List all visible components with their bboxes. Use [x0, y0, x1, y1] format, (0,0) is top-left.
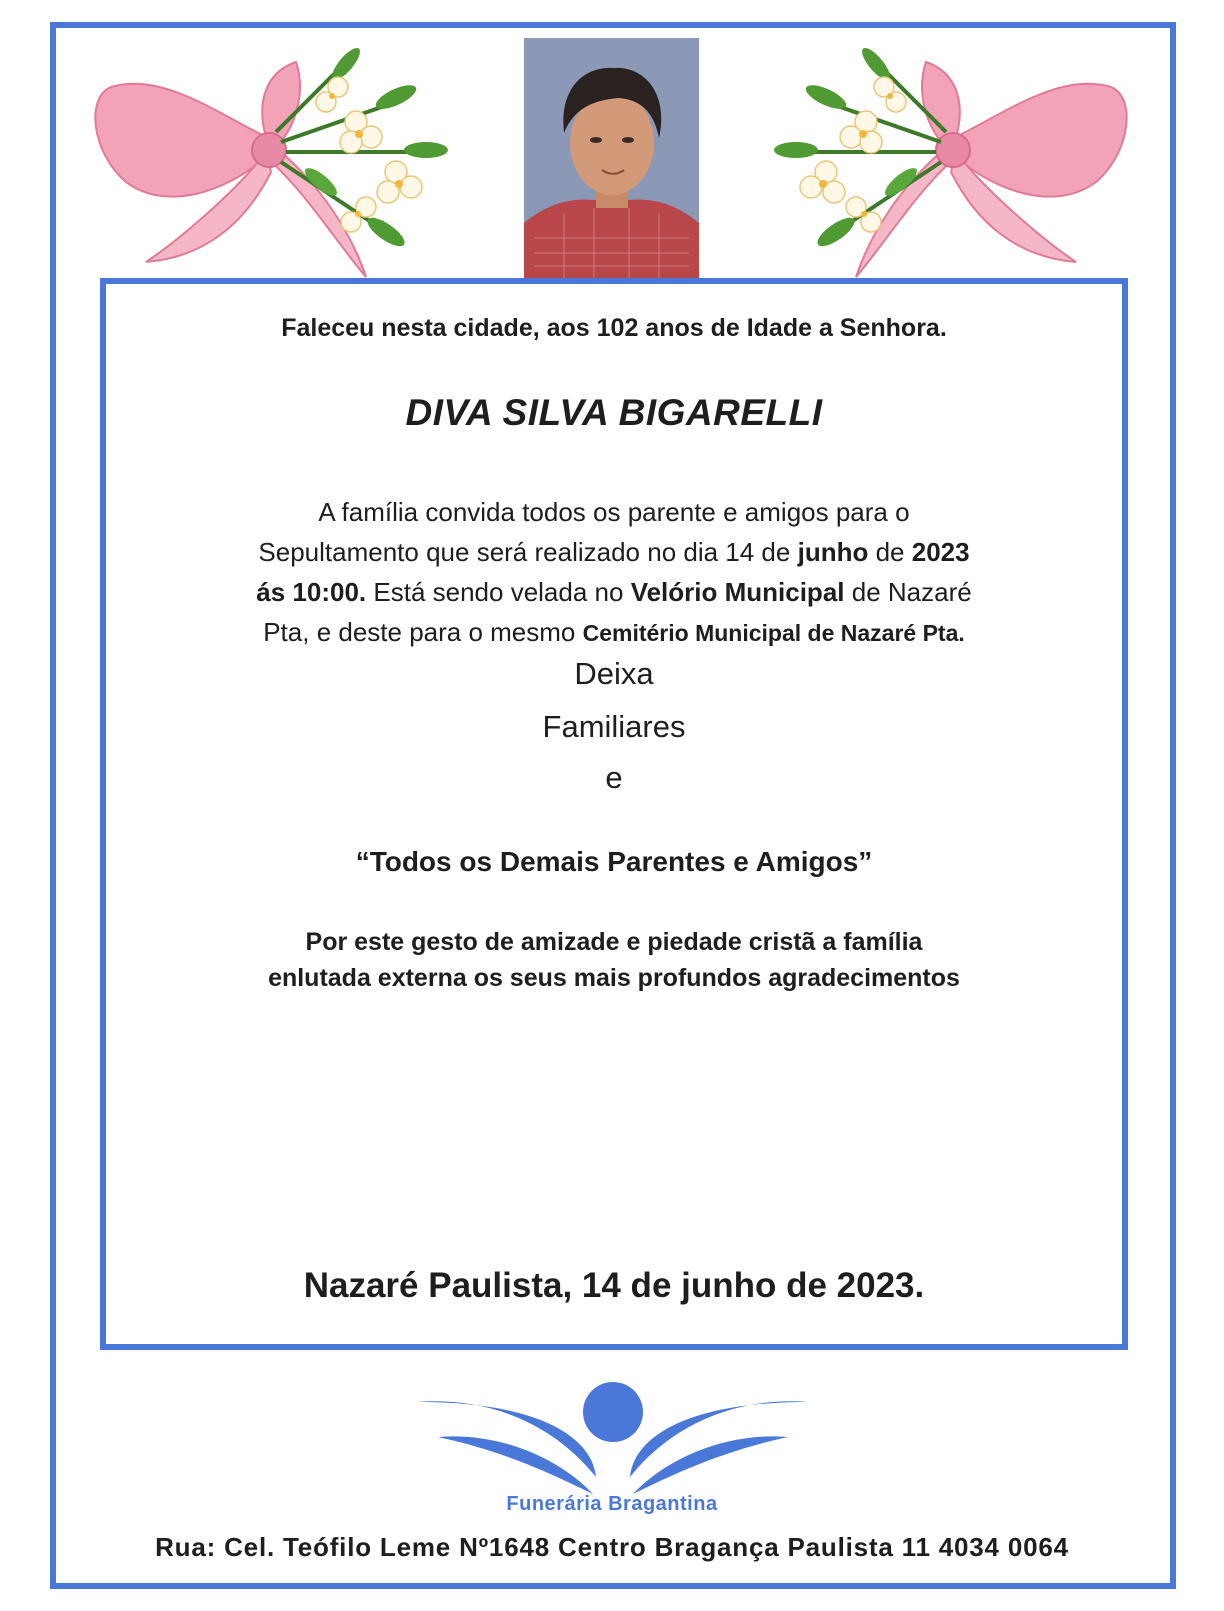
invitation-line-3: [100, 572, 1128, 612]
relatives-quote: “Todos os Demais Parentes e Amigos”: [355, 846, 873, 877]
funeral-invitation-paragraph: [100, 492, 1128, 653]
invitation-line-4: [100, 612, 1128, 653]
floral-bow-left-icon: [66, 42, 456, 282]
funeral-home-address: Rua: Cel. Teófilo Leme Nº1648 Centro Bragança Paulista 11 4034 0064: [155, 1532, 1069, 1562]
funeral-home-name: Funerária Bragantina: [506, 1493, 718, 1515]
thanks-line-1: Por este gesto de amizade e piedade cristã a família: [305, 928, 923, 956]
leaves-family: Familiares: [542, 709, 686, 744]
death-intro-text: Faleceu nesta cidade, aos 102 anos de Idade a Senhora.: [281, 314, 947, 342]
invitation-line-2-text: Sepultamento que será realizado no dia 14 de: [258, 537, 798, 567]
invitation-line-4-text: Pta, e deste para o mesmo: [263, 617, 583, 647]
invitation-line-3-text: Está sendo velada no: [366, 577, 631, 607]
leaves-label: Deixa: [574, 656, 654, 691]
cemetery-location: Cemitério Municipal de Nazaré Pta.: [582, 620, 965, 646]
floral-bow-right-icon: [766, 42, 1156, 282]
inner-border-frame: [100, 278, 1128, 1350]
place-and-date: Nazaré Paulista, 14 de junho de 2023.: [303, 1266, 925, 1305]
deceased-name: DIVA SILVA BIGARELLI: [405, 392, 823, 433]
leaves-and: e: [605, 760, 623, 795]
invitation-line-2-joiner: de: [868, 537, 912, 567]
invitation-line-2: [100, 532, 1128, 572]
burial-year: 2023: [911, 537, 970, 567]
burial-month: junho: [797, 537, 869, 567]
wake-location: Velório Municipal: [630, 577, 845, 607]
invitation-line-1-text: A família convida todos os parente e amigos para o: [318, 497, 910, 527]
thanks-paragraph: [100, 924, 1128, 996]
invitation-line-3-city: de Nazaré: [844, 577, 972, 607]
funeral-home-logo-icon: [418, 1382, 808, 1497]
deceased-portrait-photo: [524, 38, 699, 278]
invitation-line-1: [100, 492, 1128, 532]
thanks-line-2: enlutada externa os seus mais profundos agradecimentos: [268, 964, 960, 992]
burial-time: ás 10:00.: [256, 577, 367, 607]
